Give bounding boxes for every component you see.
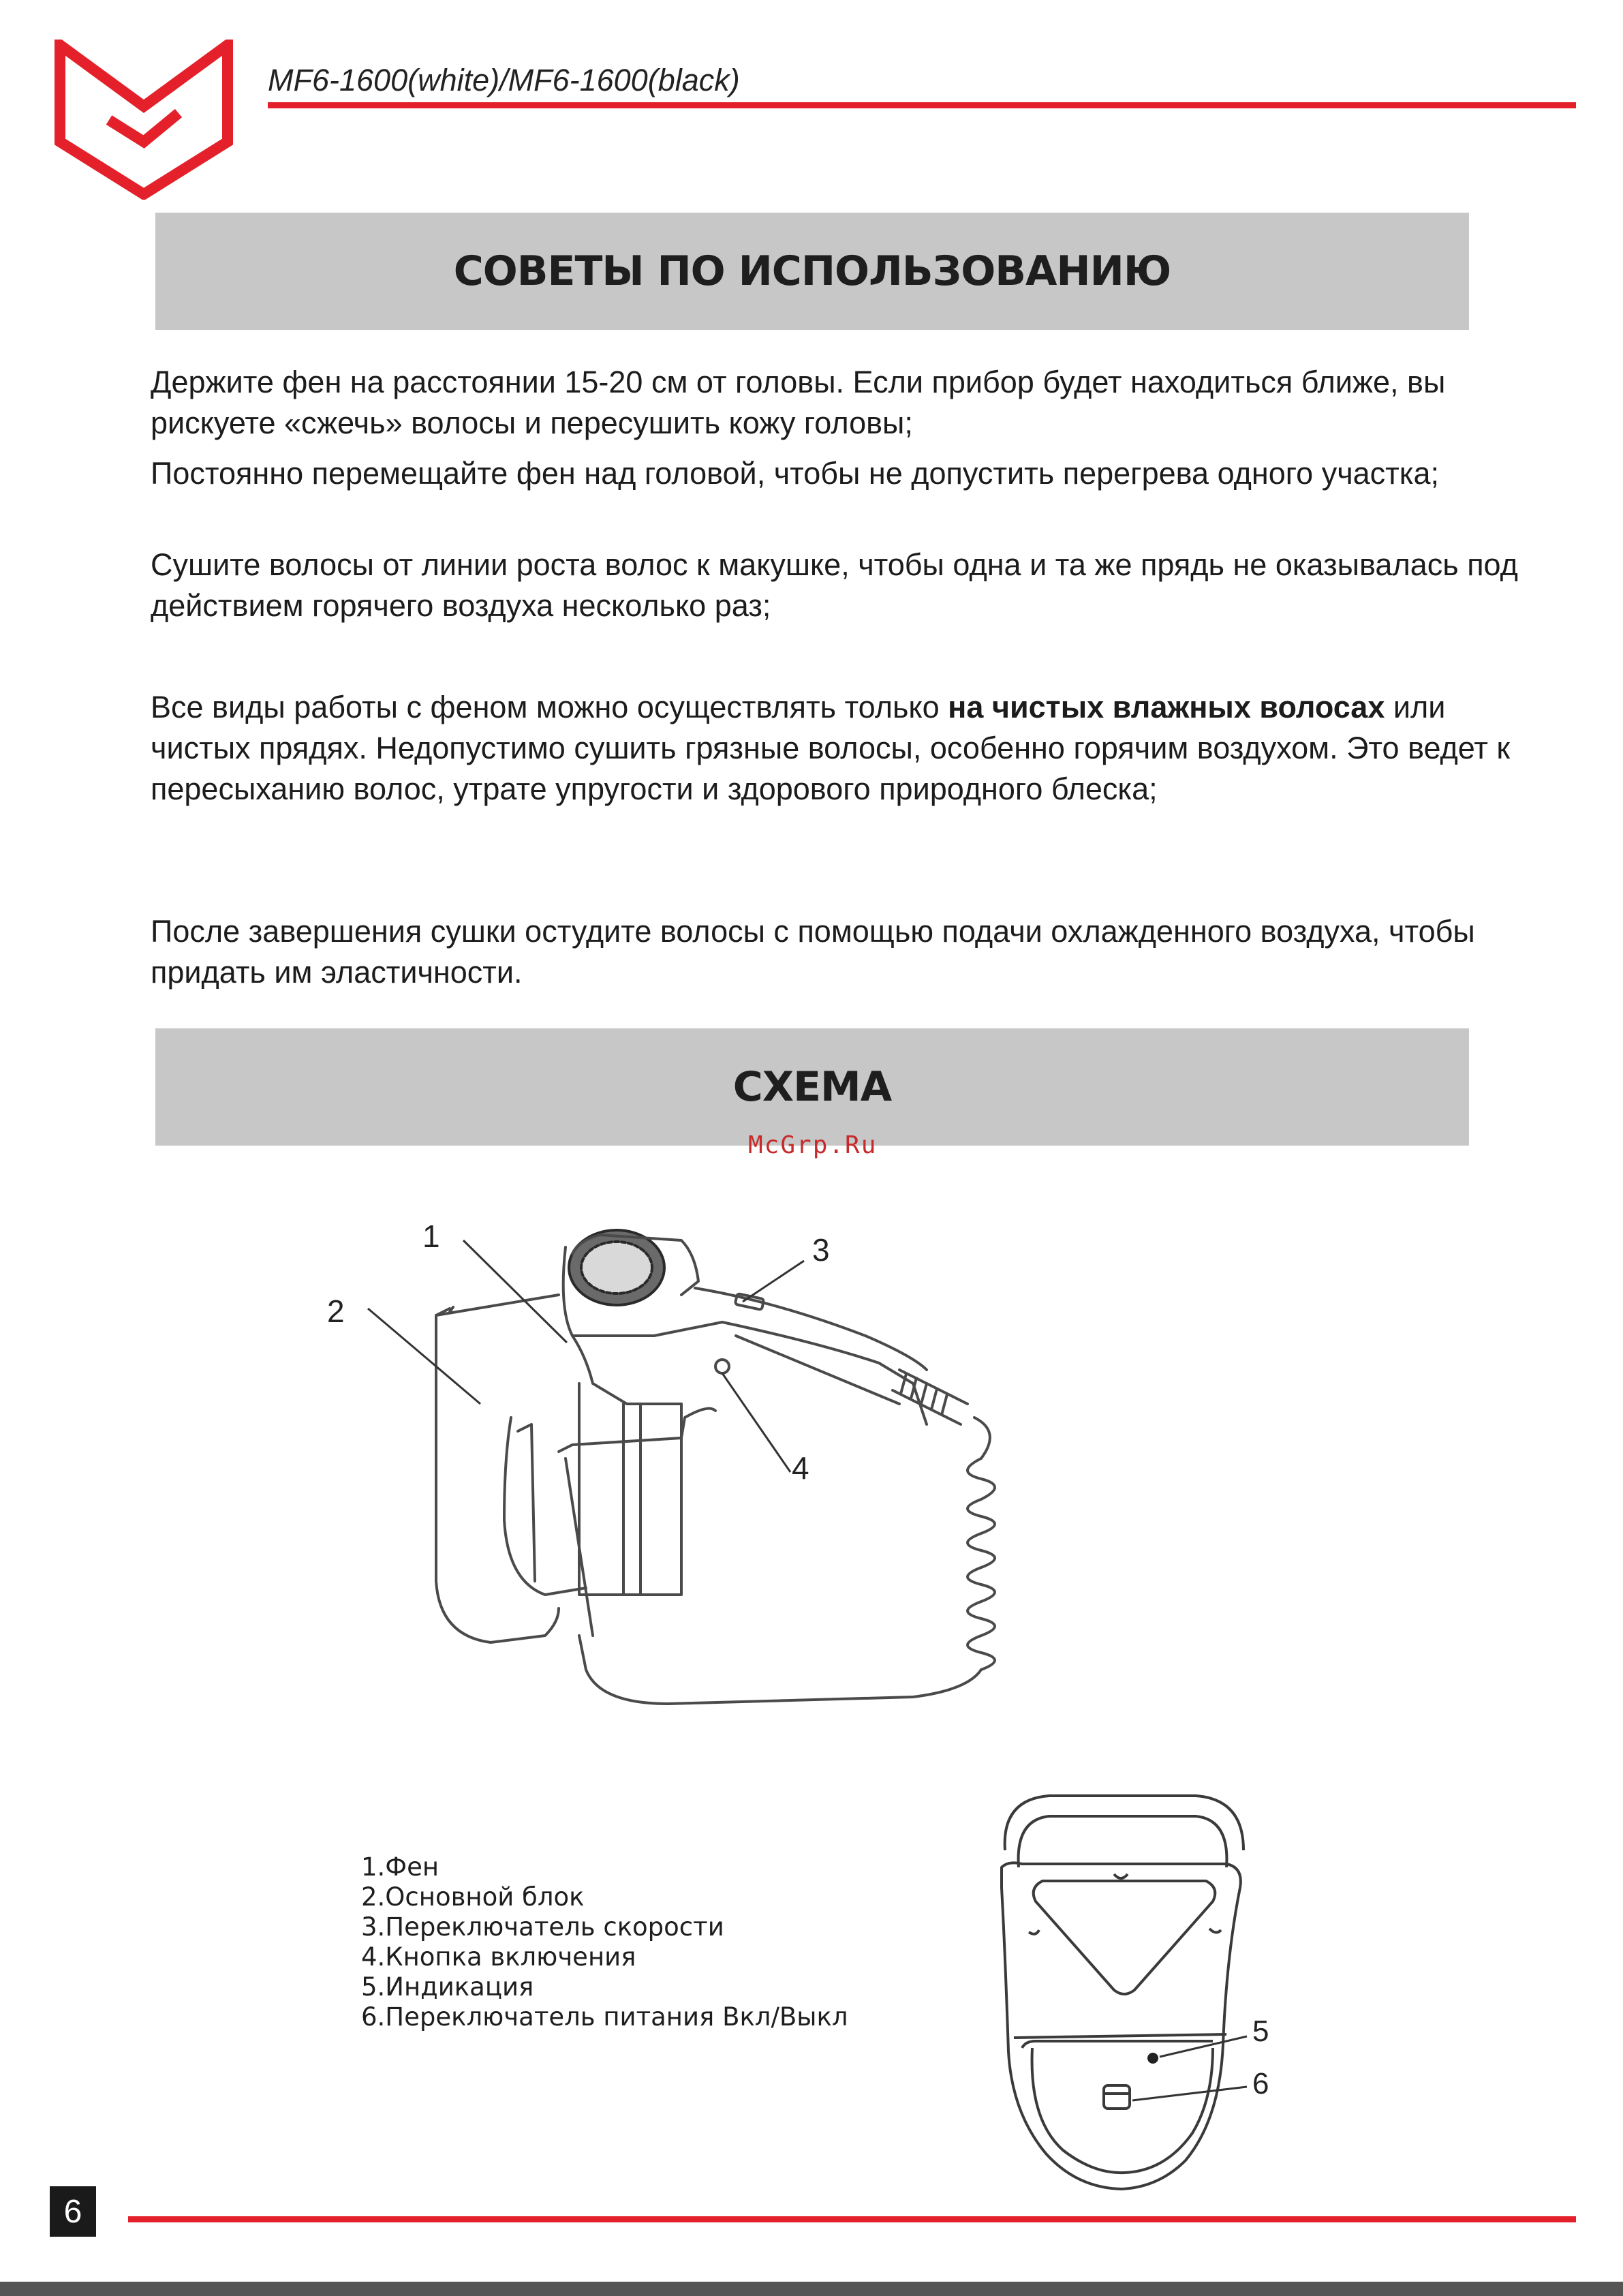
- callout-1: 1: [422, 1219, 440, 1254]
- header-rule: [268, 102, 1576, 108]
- legend-item: 1.Фен: [361, 1852, 439, 1882]
- footer-rule: [128, 2216, 1576, 2222]
- power-button: [715, 1360, 729, 1373]
- indicator-light: [1147, 2053, 1158, 2064]
- hair-dryer-illustration: [300, 1199, 1077, 1724]
- tips-heading: СОВЕТЫ ПО ИСПОЛЬЗОВАНИЮ: [453, 247, 1171, 295]
- tips-heading-banner: [155, 213, 1469, 330]
- tip-paragraph-4: Все виды работы с феном можно осуществлять только на чистых влажных волосах или чистых прядях. Недопустимо сушить грязные волосы, особенно горячим воздухом. Это ведет к пересыханию волос, утрате упругости и здорового природного блеска;: [151, 690, 1511, 806]
- callout-3: 3: [812, 1232, 830, 1268]
- model-title: MF6-1600(white)/MF6-1600(black): [268, 63, 740, 97]
- brand-logo: [55, 40, 233, 200]
- page-edge: [0, 2282, 1623, 2296]
- coiled-cord: [968, 1418, 995, 1670]
- callout-2: 2: [327, 1294, 345, 1329]
- front-top-cap: [1005, 1796, 1243, 1850]
- watermark: McGrp.Ru: [748, 1131, 878, 1159]
- dryer-handle: [695, 1288, 927, 1370]
- callout-6: 6: [1252, 2067, 1269, 2100]
- tip-paragraph-5: После завершения сушки остудите волосы с помощью подачи охлажденного воздуха, чтобы придать им эластичности.: [151, 914, 1475, 990]
- legend-item: 5.Индикация: [361, 1972, 534, 2002]
- callout-5: 5: [1252, 2015, 1269, 2048]
- scheme-heading-banner: [155, 1028, 1469, 1146]
- callout-4: 4: [792, 1450, 809, 1486]
- bold-emphasis: на чистых влажных волосах: [948, 690, 1385, 724]
- legend-item: 3.Переключатель скорости: [361, 1912, 724, 1942]
- front-view-illustration: [981, 1779, 1295, 2208]
- legend-item: 6.Переключатель питания Вкл/Выкл: [361, 2002, 848, 2032]
- power-switch: [1104, 2085, 1130, 2109]
- scheme-heading: СХЕМА: [732, 1063, 892, 1111]
- legend-item: 4.Кнопка включения: [361, 1942, 636, 1972]
- parts-legend: [361, 1852, 848, 2032]
- tip-paragraph-3: Сушите волосы от линии роста волос к макушке, чтобы одна и та же прядь не оказывалась под действием горячего воздуха несколько раз;: [151, 547, 1518, 623]
- legend-item: 2.Основной блок: [361, 1882, 585, 1912]
- page-number: 6: [50, 2186, 96, 2237]
- tip-paragraph-1: Держите фен на расстоянии 15-20 см от головы. Если прибор будет находиться ближе, вы рискуете «сжечь» волосы и пересушить кожу головы;: [151, 365, 1446, 440]
- tip-paragraph-2: Постоянно перемещайте фен над головой, чтобы не допустить перегрева одного участка;: [151, 456, 1439, 491]
